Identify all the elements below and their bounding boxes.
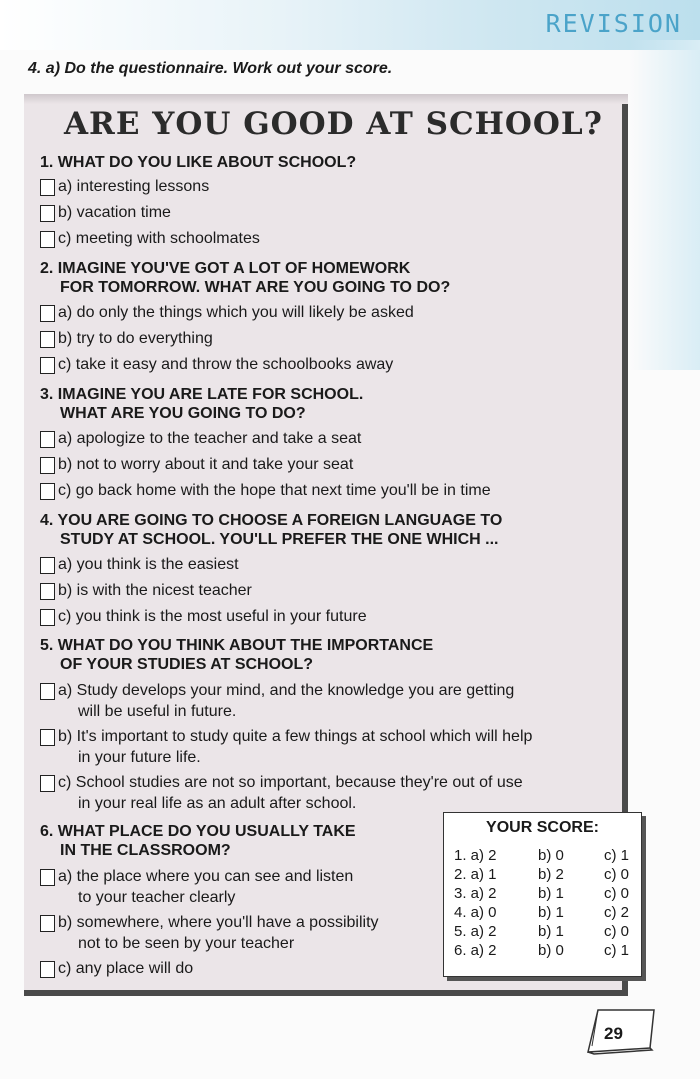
option-label: c) School studies are not so important, because they're out of use	[58, 774, 523, 791]
page-number: 29	[604, 1024, 623, 1043]
score-cell: c) 0	[604, 866, 630, 883]
question-3-text: 3. IMAGINE YOU ARE LATE FOR SCHOOL.	[40, 386, 364, 403]
option-label: a) Study develops your mind, and the knowledge you are getting	[58, 682, 515, 699]
question-5	[40, 636, 433, 674]
score-cell: 1. a) 2	[454, 847, 497, 864]
panel-top-shade	[24, 94, 628, 104]
option-label: a) apologize to the teacher and take a seat	[58, 430, 362, 447]
option-4b[interactable]	[40, 581, 252, 601]
question-6	[40, 822, 356, 860]
option-label: b) somewhere, where you'll have a possibility	[58, 914, 379, 931]
checkbox[interactable]	[40, 557, 55, 574]
score-cell: c) 1	[604, 942, 630, 959]
checkbox[interactable]	[40, 961, 55, 978]
checkbox[interactable]	[40, 869, 55, 886]
option-label-cont: not to be seen by your teacher	[78, 935, 295, 952]
question-2	[40, 259, 450, 297]
question-4-text: 4. YOU ARE GOING TO CHOOSE A FOREIGN LANGUAGE TO	[40, 512, 503, 529]
option-1b[interactable]	[40, 203, 171, 223]
checkbox[interactable]	[40, 583, 55, 600]
option-2a[interactable]	[40, 303, 414, 323]
question-5-text: 5. WHAT DO YOU THINK ABOUT THE IMPORTANCE	[40, 637, 434, 654]
score-cell: b) 1	[538, 923, 564, 940]
question-2-text: 2. IMAGINE YOU'VE GOT A LOT OF HOMEWORK	[40, 260, 411, 277]
option-2b[interactable]	[40, 329, 213, 349]
checkbox[interactable]	[40, 357, 55, 374]
exercise-instruction: 4. a) Do the questionnaire. Work out your score.	[28, 60, 393, 77]
questionnaire-title: ARE YOU GOOD AT SCHOOL?	[64, 106, 603, 142]
option-3c[interactable]	[40, 481, 491, 501]
option-label: b) try to do everything	[58, 330, 213, 347]
question-2-text-cont: FOR TOMORROW. WHAT ARE YOU GOING TO DO?	[60, 279, 451, 296]
question-3-text-cont: WHAT ARE YOU GOING TO DO?	[60, 405, 306, 422]
option-label: a) you think is the easiest	[58, 556, 239, 573]
score-cell: b) 0	[538, 942, 564, 959]
option-label: b) not to worry about it and take your seat	[58, 456, 354, 473]
option-label: a) the place where you can see and listen	[58, 868, 354, 885]
score-cell: 2. a) 1	[454, 866, 497, 883]
option-3b[interactable]	[40, 455, 353, 475]
score-table	[443, 812, 642, 977]
checkbox[interactable]	[40, 305, 55, 322]
option-1a[interactable]	[40, 177, 209, 197]
question-4-text-cont: STUDY AT SCHOOL. YOU'LL PREFER THE ONE WHICH ...	[60, 531, 499, 548]
option-5b[interactable]	[40, 727, 532, 768]
checkbox[interactable]	[40, 231, 55, 248]
checkbox[interactable]	[40, 915, 55, 932]
section-label: REVISION	[545, 9, 682, 38]
checkbox[interactable]	[40, 775, 55, 792]
option-3a[interactable]	[40, 429, 361, 449]
option-5a[interactable]	[40, 681, 514, 722]
checkbox[interactable]	[40, 431, 55, 448]
score-cell: b) 1	[538, 885, 564, 902]
score-cell: b) 0	[538, 847, 564, 864]
score-cell: c) 0	[604, 923, 630, 940]
option-6b[interactable]	[40, 913, 379, 954]
checkbox[interactable]	[40, 483, 55, 500]
option-1c[interactable]	[40, 229, 260, 249]
score-cell: 5. a) 2	[454, 923, 497, 940]
option-label: c) take it easy and throw the schoolbooks away	[58, 356, 394, 373]
score-cell: c) 0	[604, 885, 630, 902]
checkbox[interactable]	[40, 683, 55, 700]
option-5c[interactable]	[40, 773, 523, 814]
score-cell: c) 2	[604, 904, 630, 921]
option-label: c) meeting with schoolmates	[58, 230, 260, 247]
checkbox[interactable]	[40, 331, 55, 348]
score-cell: c) 1	[604, 847, 630, 864]
checkbox[interactable]	[40, 729, 55, 746]
option-label: b) is with the nicest teacher	[58, 582, 252, 599]
option-label-cont: will be useful in future.	[78, 703, 237, 720]
score-cell: 3. a) 2	[454, 885, 497, 902]
option-label: c) any place will do	[58, 960, 194, 977]
option-label-cont: in your real life as an adult after school.	[78, 795, 357, 812]
score-cell: b) 1	[538, 904, 564, 921]
score-cell: 6. a) 2	[454, 942, 497, 959]
checkbox[interactable]	[40, 179, 55, 196]
option-label: a) do only the things which you will likely be asked	[58, 304, 414, 321]
question-3	[40, 385, 363, 423]
option-4a[interactable]	[40, 555, 239, 575]
decorative-side-gradient	[630, 40, 700, 370]
option-label: c) go back home with the hope that next time you'll be in time	[58, 482, 491, 499]
question-6-text-cont: IN THE CLASSROOM?	[60, 842, 231, 859]
checkbox[interactable]	[40, 609, 55, 626]
question-5-text-cont: OF YOUR STUDIES AT SCHOOL?	[60, 656, 314, 673]
option-label-cont: to your teacher clearly	[78, 889, 236, 906]
option-6a[interactable]	[40, 867, 353, 908]
question-1-text: 1. WHAT DO YOU LIKE ABOUT SCHOOL?	[40, 154, 357, 171]
checkbox[interactable]	[40, 205, 55, 222]
option-label: c) you think is the most useful in your future	[58, 608, 367, 625]
question-6-text: 6. WHAT PLACE DO YOU USUALLY TAKE	[40, 823, 356, 840]
option-4c[interactable]	[40, 607, 367, 627]
option-label: a) interesting lessons	[58, 178, 210, 195]
question-4	[40, 511, 502, 549]
score-title: YOUR SCORE:	[486, 819, 599, 836]
option-6c[interactable]	[40, 959, 193, 979]
score-cell: 4. a) 0	[454, 904, 497, 921]
option-2c[interactable]	[40, 355, 393, 375]
score-cell: b) 2	[538, 866, 564, 883]
checkbox[interactable]	[40, 457, 55, 474]
option-label-cont: in your future life.	[78, 749, 201, 766]
question-1	[40, 153, 356, 172]
option-label: b) vacation time	[58, 204, 171, 221]
option-label: b) It's important to study quite a few things at school which will help	[58, 728, 533, 745]
